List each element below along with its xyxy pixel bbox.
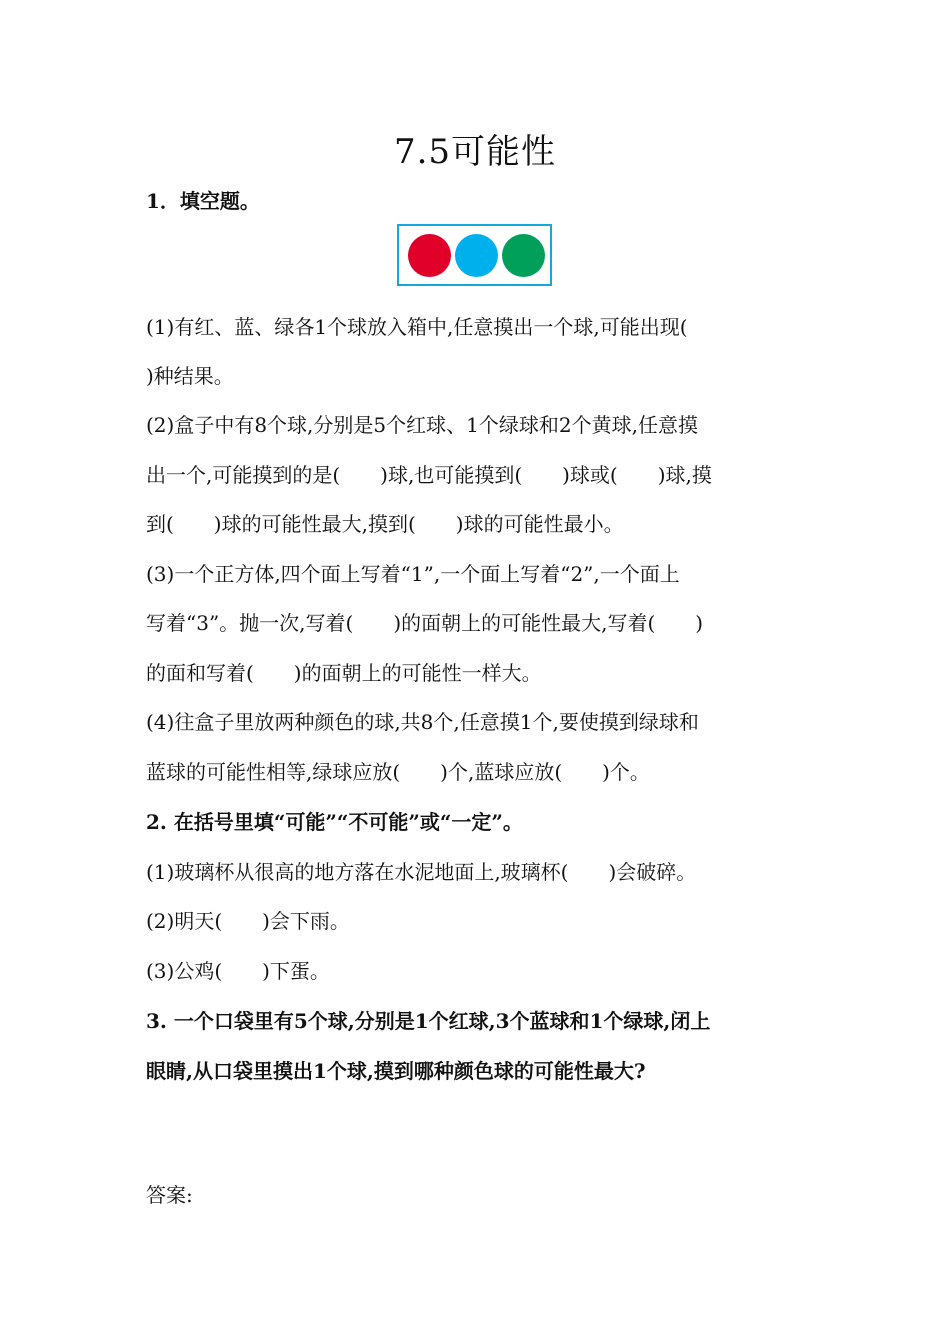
green-ball <box>502 234 545 277</box>
red-ball <box>408 234 451 277</box>
q1-line-1: (1)有红、蓝、绿各1个球放入箱中,任意摸出一个球,可能出现( <box>146 315 688 339</box>
answer-label: 答案: <box>146 1183 193 1207</box>
blue-ball <box>455 234 498 277</box>
s2-item-3: (3)公鸡( )下蛋。 <box>146 959 330 983</box>
q2-line-3: 到( )球的可能性最大,摸到( )球的可能性最小。 <box>146 512 624 536</box>
s2-item-2: (2)明天( )会下雨。 <box>146 909 350 933</box>
q3-line-3: 的面和写着( )的面朝上的可能性一样大。 <box>146 661 542 685</box>
page-title: 7.5可能性 <box>393 132 557 172</box>
section1-heading: 1．填空题。 <box>146 189 260 213</box>
q4-line-1: (4)往盒子里放两种颜色的球,共8个,任意摸1个,要使摸到绿球和 <box>146 710 699 734</box>
q1-line-2: )种结果。 <box>146 364 234 388</box>
q4-line-2: 蓝球的可能性相等,绿球应放( )个,蓝球应放( )个。 <box>146 760 650 784</box>
q3-line-1: (3)一个正方体,四个面上写着“1”,一个面上写着“2”,一个面上 <box>146 562 680 586</box>
section3-line-2: 眼睛,从口袋里摸出1个球,摸到哪种颜色球的可能性最大? <box>146 1059 646 1083</box>
s2-item-1: (1)玻璃杯从很高的地方落在水泥地面上,玻璃杯( )会破碎。 <box>146 860 697 884</box>
section2-heading: 2. 在括号里填“可能”“不可能”或“一定”。 <box>146 810 523 834</box>
balls-box <box>397 224 552 286</box>
section3-line-1: 3. 一个口袋里有5个球,分别是1个红球,3个蓝球和1个绿球,闭上 <box>146 1009 711 1033</box>
q2-line-1: (2)盒子中有8个球,分别是5个红球、1个绿球和2个黄球,任意摸 <box>146 413 698 437</box>
q3-line-2: 写着“3”。抛一次,写着( )的面朝上的可能性最大,写着( ) <box>146 611 704 635</box>
q2-line-2: 出一个,可能摸到的是( )球,也可能摸到( )球或( )球,摸 <box>146 463 712 487</box>
